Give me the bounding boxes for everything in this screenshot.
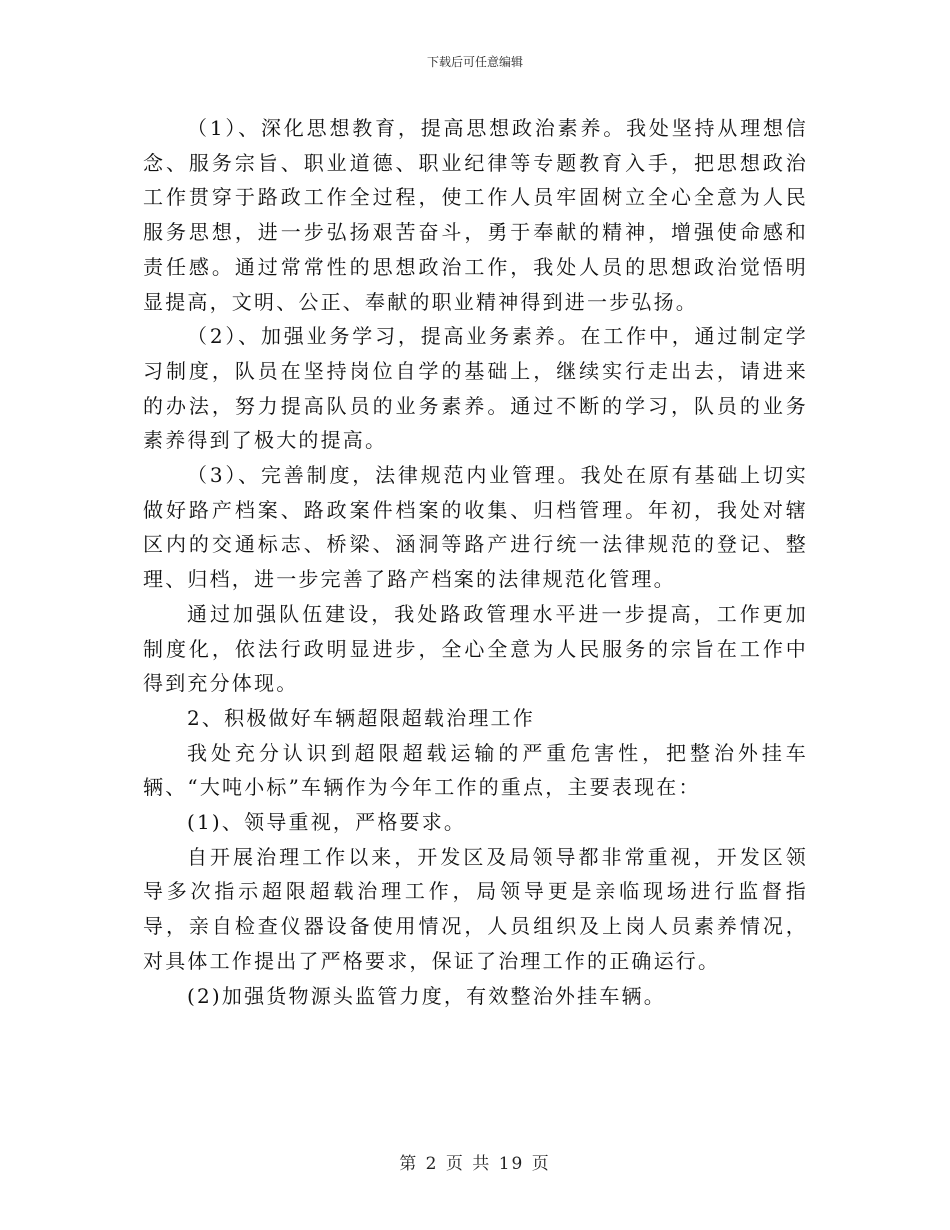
header-note: 下载后可任意编辑 xyxy=(426,55,523,69)
paragraph-ideological-education: （1）、深化思想教育，提高思想政治素养。我处坚持从理想信念、服务宗旨、职业道德、职业纪律等专题教育入手，把思想政治工作贯穿于路政工作全过程，使工作人员牢固树立全心全意为人民服务思想，进一步弘扬艰苦奋斗，勇于奉献的精神，增强使命感和责任感。通过常常性的思想政治工作，我处人员的思想政治觉悟明显提高，文明、公正、奉献的职业精神得到进一步弘扬。 xyxy=(143,116,808,314)
paragraph-leadership-detail: 自开展治理工作以来，开发区及局领导都非常重视，开发区领导多次指示超限超载治理工作，局领导更是亲临现场进行监督指导，亲自检查仪器设备使用情况，人员组织及上岗人员素养情况，对具体工作提出了严格要求，保证了治理工作的正确运行。 xyxy=(143,844,808,973)
subheading-source-supervision: (2)加强货物源头监管力度，有效整治外挂车辆。 xyxy=(187,983,666,1008)
paragraph-team-building-summary: 通过加强队伍建设，我处路政管理水平进一步提高，工作更加制度化，依法行政明显进步，全心全意为人民服务的宗旨在工作中得到充分体现。 xyxy=(143,601,808,696)
page-number-footer: 第 2 页 共 19 页 xyxy=(399,1154,551,1174)
paragraph-system-improvement: （3）、完善制度，法律规范内业管理。我处在原有基础上切实做好路产档案、路政案件档案的收集、归档管理。年初，我处对辖区内的交通标志、桥梁、涵洞等路产进行统一法律规范的登记、整理、归档，进一步完善了路产档案的法律规范化管理。 xyxy=(143,463,808,592)
section-heading-overload-control: 2、积极做好车辆超限超载治理工作 xyxy=(187,705,535,730)
document-body xyxy=(143,111,808,1013)
paragraph-overload-intro: 我处充分认识到超限超载运输的严重危害性，把整治外挂车辆、“大吨小标”车辆作为今年工作的重点，主要表现在： xyxy=(143,740,808,800)
paragraph-business-study: （2）、加强业务学习，提高业务素养。在工作中，通过制定学习制度，队员在坚持岗位自学的基础上，继续实行走出去，请进来的办法，努力提高队员的业务素养。通过不断的学习，队员的业务素养得到了极大的提高。 xyxy=(143,324,808,453)
subheading-leadership: (1)、领导重视，严格要求。 xyxy=(187,810,467,835)
